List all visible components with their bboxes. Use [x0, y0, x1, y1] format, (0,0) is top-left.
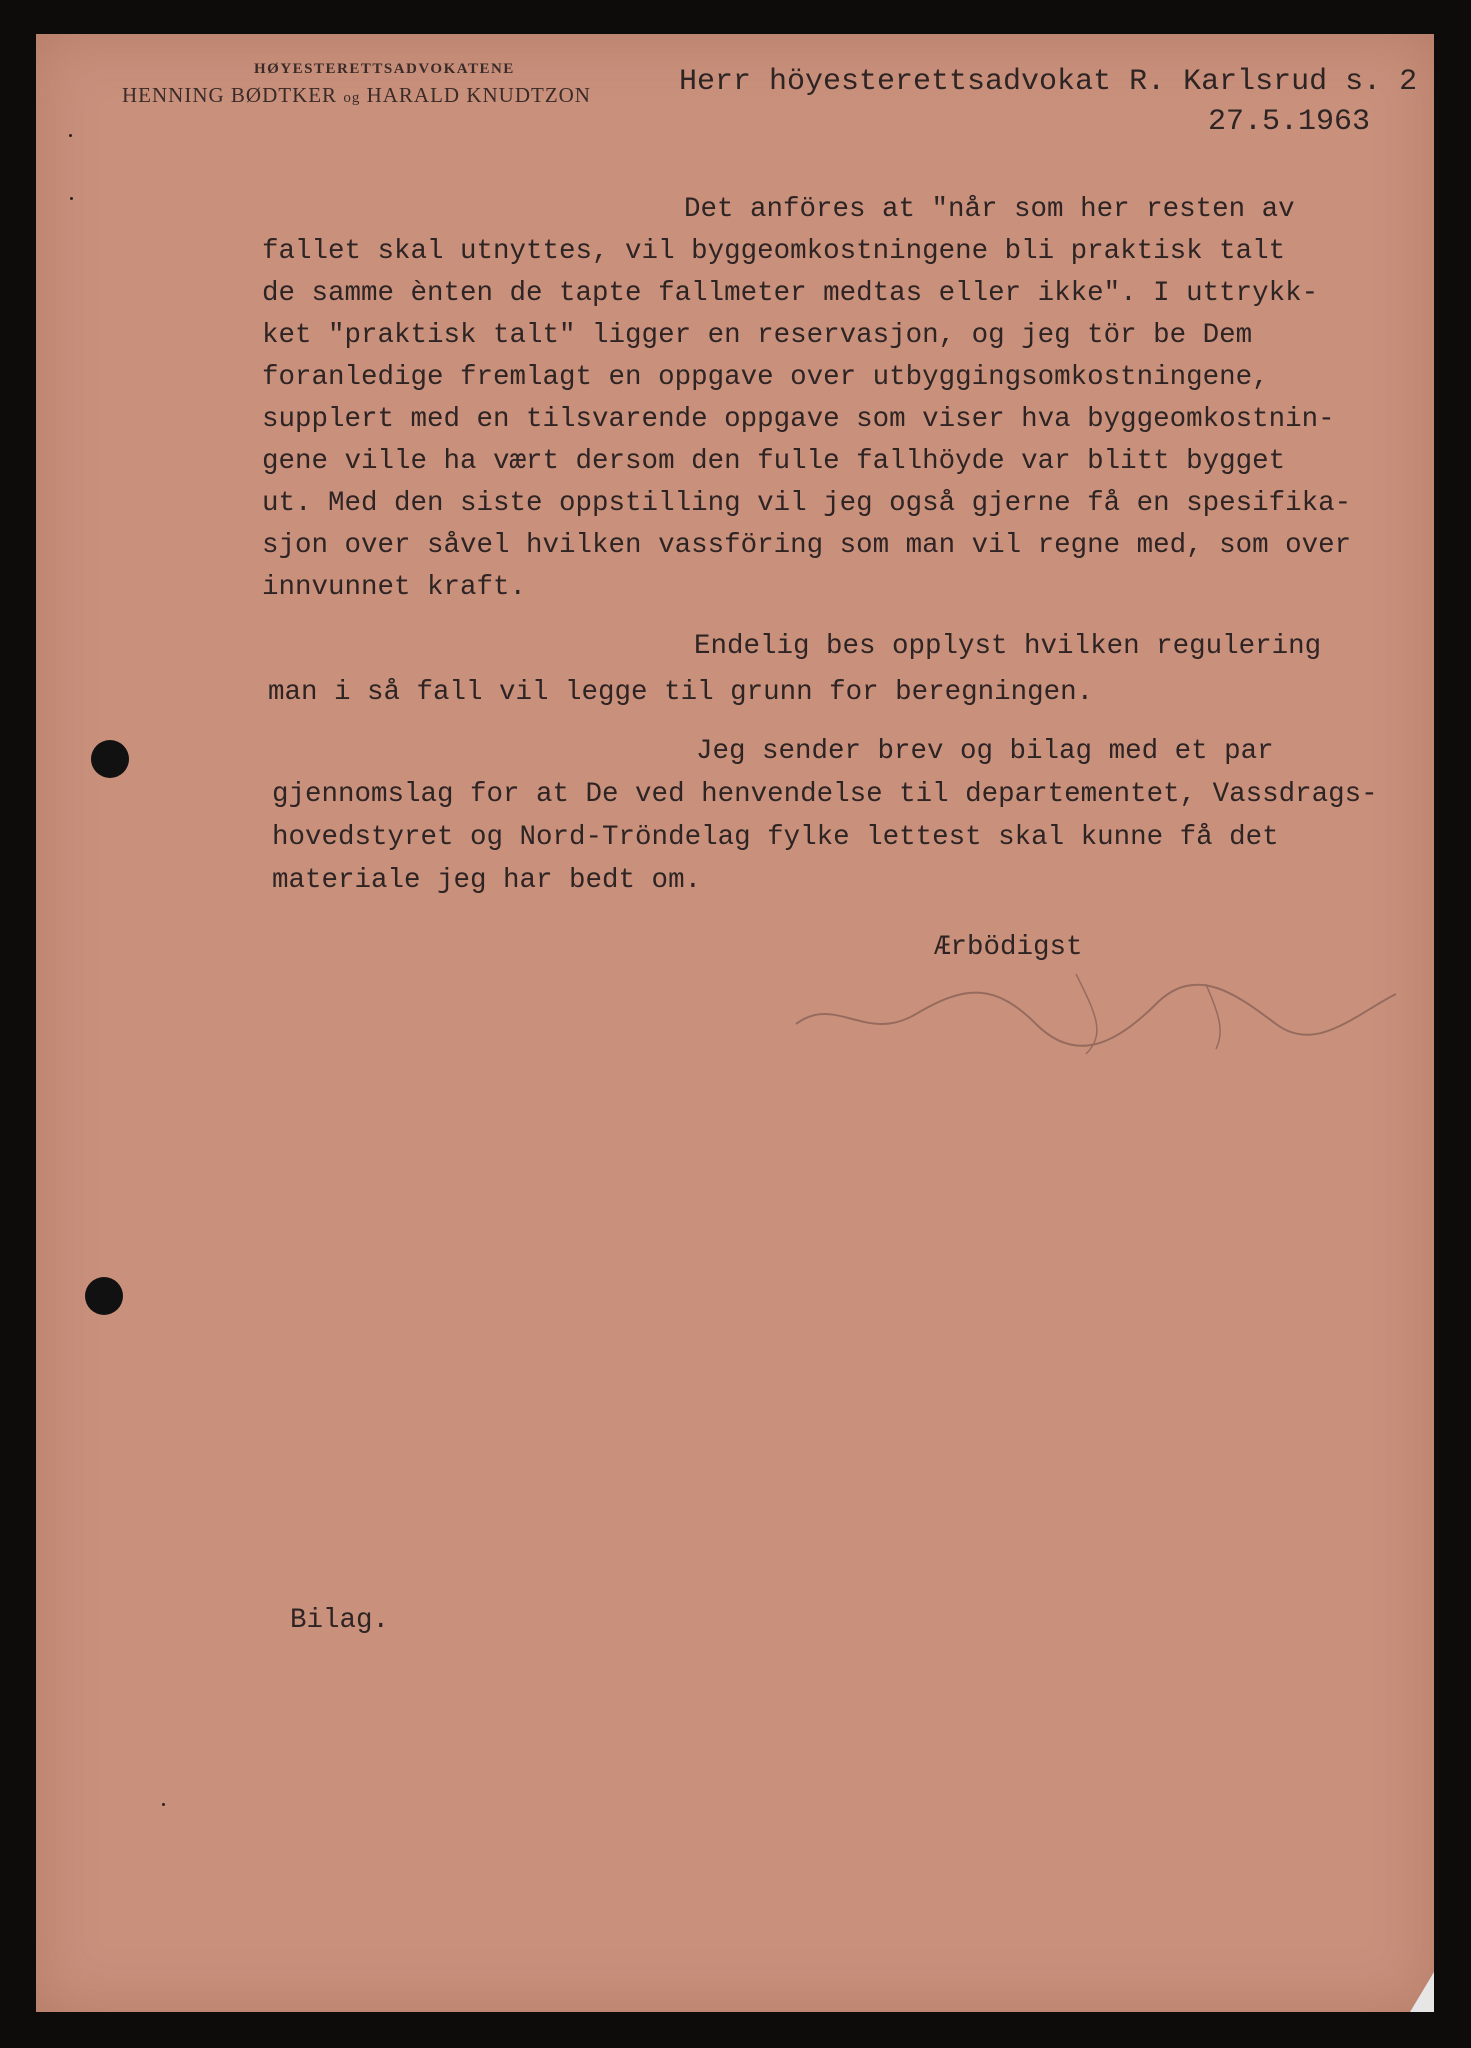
punch-hole — [91, 740, 129, 778]
paragraph-line: Jeg sender brev og bilag med et par — [696, 736, 1274, 767]
punch-hole — [85, 1277, 123, 1315]
folded-corner — [1410, 1972, 1434, 2012]
paragraph-line: hovedstyret og Nord-Tröndelag fylke lettest skal kunne få det — [272, 822, 1279, 853]
attachment-note: Bilag. — [290, 1605, 390, 1636]
paragraph-line: Endelig bes opplyst hvilken regulering — [694, 631, 1322, 662]
letterhead-name-2: HARALD KNUDTZON — [366, 83, 591, 107]
paper-speck — [70, 197, 73, 200]
paragraph-line: gjennomslag for at De ved henvendelse til departementet, Vassdrags- — [272, 779, 1378, 810]
paragraph-line: gene ville ha vært dersom den fulle fallhöyde var blitt bygget — [262, 446, 1286, 477]
closing-salutation: Ærbödigst — [934, 932, 1083, 963]
paragraph-line: innvunnet kraft. — [262, 572, 527, 603]
paper-speck — [69, 134, 72, 137]
paragraph-line: ket "praktisk talt" ligger en reservasjon, og jeg tör be Dem — [262, 320, 1253, 351]
letter-date: 27.5.1963 — [1208, 105, 1371, 139]
letterhead-conjunction: og — [343, 90, 361, 106]
signature-scribble — [776, 954, 1416, 1064]
paragraph-line: materiale jeg har bedt om. — [272, 865, 702, 896]
letterhead-name-1: HENNING BØDTKER — [122, 83, 338, 107]
paragraph-line: sjon over såvel hvilken vassföring som man vil regne med, som over — [262, 530, 1352, 561]
letterhead-office: HØYESTERETTSADVOKATENE — [254, 61, 515, 77]
paragraph-line: fallet skal utnyttes, vil byggeomkostningene bli praktisk talt — [262, 236, 1286, 267]
paper-speck — [162, 1803, 165, 1806]
paragraph-line: Det anföres at "når som her resten av — [684, 194, 1295, 225]
paragraph-line: ut. Med den siste oppstilling vil jeg også gjerne få en spesifika- — [262, 488, 1352, 519]
paragraph-line: de samme ènten de tapte fallmeter medtas eller ikke". I uttrykk- — [262, 278, 1319, 309]
paragraph-line: man i så fall vil legge til grunn for beregningen. — [268, 677, 1094, 708]
letter-page — [36, 34, 1434, 2012]
paragraph-line: foranledige fremlagt en oppgave over utbyggingsomkostningene, — [262, 362, 1269, 393]
letterhead-names — [122, 83, 591, 108]
addressee-line: Herr höyesterettsadvokat R. Karlsrud s. 2 — [679, 65, 1418, 99]
paragraph-line: supplert med en tilsvarende oppgave som viser hva byggeomkostnin- — [262, 404, 1335, 435]
